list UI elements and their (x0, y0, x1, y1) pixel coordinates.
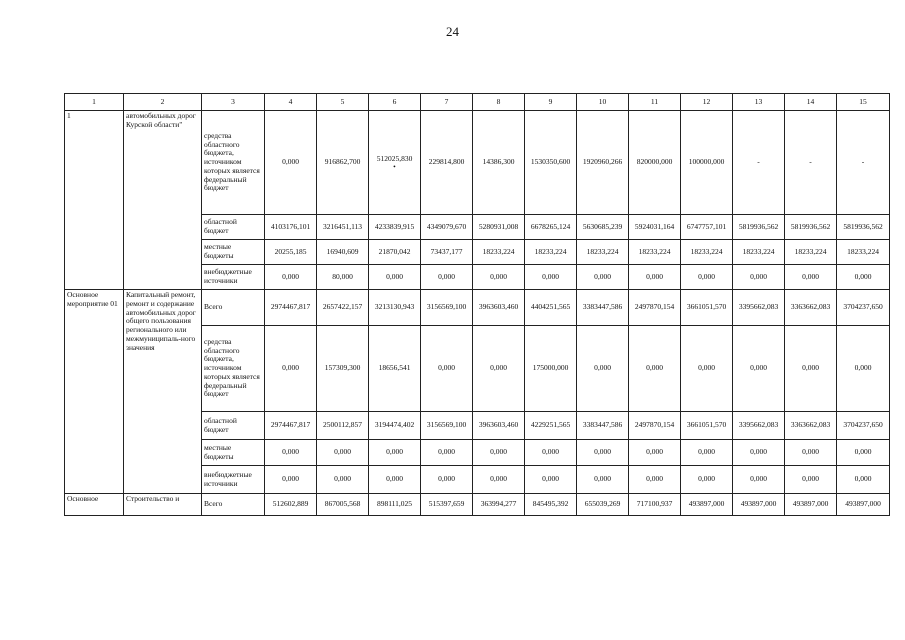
value-cell: 0,000 (577, 466, 629, 494)
column-header: 9 (525, 94, 577, 111)
value-cell: 0,000 (369, 440, 421, 466)
value-cell: 4103176,101 (265, 215, 317, 240)
bullet-mark: • (393, 161, 396, 171)
page-number: 24 (446, 24, 459, 39)
column-header: 13 (733, 94, 785, 111)
value-cell: 0,000 (265, 466, 317, 494)
value-cell: 3704237,650 (837, 412, 890, 440)
value-cell: 512602,889 (265, 494, 317, 516)
value-cell: 3363662,083 (785, 290, 837, 326)
header-row (65, 94, 890, 111)
value-cell: 0,000 (473, 466, 525, 494)
column-header: 5 (317, 94, 369, 111)
value-cell: 3963603,460 (473, 412, 525, 440)
value-cell: 4349079,670 (421, 215, 473, 240)
value-cell: 0,000 (681, 265, 733, 290)
value-cell: 3395662,083 (733, 412, 785, 440)
value-cell: - (837, 111, 890, 215)
value-cell: 0,000 (629, 466, 681, 494)
table-row (65, 290, 890, 326)
value-cell: 898111,025 (369, 494, 421, 516)
value-cell: 3661051,570 (681, 290, 733, 326)
value-cell: 18233,224 (837, 240, 890, 265)
value-cell: 0,000 (733, 466, 785, 494)
value-cell: 0,000 (265, 111, 317, 215)
value-cell: 0,000 (733, 265, 785, 290)
value-cell: 0,000 (473, 440, 525, 466)
value-cell: 0,000 (421, 326, 473, 412)
column-header: 15 (837, 94, 890, 111)
value-cell: - (785, 111, 837, 215)
value-cell: 18656,541 (369, 326, 421, 412)
value-cell: 2657422,157 (317, 290, 369, 326)
funding-source-cell: средства областного бюджета, источником которых является федеральный бюджет (202, 111, 265, 215)
value-cell: 0,000 (473, 326, 525, 412)
value-cell: 0,000 (421, 265, 473, 290)
value-cell: 0,000 (473, 265, 525, 290)
value-cell: 0,000 (785, 466, 837, 494)
column-header: 7 (421, 94, 473, 111)
value-cell: 3383447,586 (577, 290, 629, 326)
value-cell: 157309,300 (317, 326, 369, 412)
value-cell: 0,000 (265, 265, 317, 290)
value-cell: 3194474,402 (369, 412, 421, 440)
value-cell: 845495,392 (525, 494, 577, 516)
value-cell: 820000,000 (629, 111, 681, 215)
value-cell: 4233839,915 (369, 215, 421, 240)
value-cell: 916862,700 (317, 111, 369, 215)
funding-source-cell: местные бюджеты (202, 240, 265, 265)
value-cell: 18233,224 (785, 240, 837, 265)
value-cell: 175000,000 (525, 326, 577, 412)
value-cell: 3216451,113 (317, 215, 369, 240)
value-cell: 0,000 (577, 326, 629, 412)
value-cell: 21870,042 (369, 240, 421, 265)
value-cell: 0,000 (525, 440, 577, 466)
value-cell: 2500112,857 (317, 412, 369, 440)
value-cell: 0,000 (733, 440, 785, 466)
value-cell: 2974467,817 (265, 412, 317, 440)
value-cell: 3963603,460 (473, 290, 525, 326)
value-cell: 0,000 (265, 440, 317, 466)
value-cell: 0,000 (785, 265, 837, 290)
value-cell: 1920960,266 (577, 111, 629, 215)
value-cell: 80,000 (317, 265, 369, 290)
value-cell: 18233,224 (733, 240, 785, 265)
value-cell: 0,000 (577, 265, 629, 290)
funding-source-cell: областной бюджет (202, 215, 265, 240)
value-cell: 5819936,562 (785, 215, 837, 240)
value-cell: 2974467,817 (265, 290, 317, 326)
value-cell: 0,000 (837, 265, 890, 290)
value-cell: 20255,185 (265, 240, 317, 265)
value-cell: 0,000 (785, 440, 837, 466)
measure-name-cell: Строительство и (124, 494, 202, 516)
value-cell: 16940,609 (317, 240, 369, 265)
value-cell: 0,000 (525, 265, 577, 290)
value-cell: 4404251,565 (525, 290, 577, 326)
value-cell: 18233,224 (629, 240, 681, 265)
value-cell: 0,000 (629, 326, 681, 412)
value-cell: 493897,000 (785, 494, 837, 516)
funding-source-cell: местные бюджеты (202, 440, 265, 466)
table-row (65, 111, 890, 215)
column-header: 2 (124, 94, 202, 111)
value-cell: 493897,000 (681, 494, 733, 516)
value-cell: 3213130,943 (369, 290, 421, 326)
value-cell: 655039,269 (577, 494, 629, 516)
value-cell: 0,000 (785, 326, 837, 412)
value-cell: 0,000 (317, 440, 369, 466)
value-cell: 100000,000 (681, 111, 733, 215)
value-cell: 0,000 (681, 326, 733, 412)
value-cell: 73437,177 (421, 240, 473, 265)
budget-table (64, 93, 890, 516)
column-header: 1 (65, 94, 124, 111)
value-cell: 0,000 (629, 265, 681, 290)
value-cell (369, 111, 421, 215)
value-cell: 363994,277 (473, 494, 525, 516)
value-cell: 717100,937 (629, 494, 681, 516)
value-cell: 5819936,562 (733, 215, 785, 240)
value-cell: 2497870,154 (629, 290, 681, 326)
value-cell: 0,000 (681, 466, 733, 494)
cell-value: 512025,830 (376, 154, 413, 164)
value-cell: 5280931,008 (473, 215, 525, 240)
row-number-cell: Основное (65, 494, 124, 516)
column-header: 4 (265, 94, 317, 111)
value-cell: 2497870,154 (629, 412, 681, 440)
value-cell: 0,000 (577, 440, 629, 466)
value-cell: 0,000 (629, 440, 681, 466)
value-cell: 14386,300 (473, 111, 525, 215)
value-cell: 0,000 (317, 466, 369, 494)
value-cell: 0,000 (421, 440, 473, 466)
value-cell: 515397,659 (421, 494, 473, 516)
value-cell: 493897,000 (837, 494, 890, 516)
funding-source-cell: внебюджетные источники (202, 265, 265, 290)
column-header: 14 (785, 94, 837, 111)
funding-source-cell: областной бюджет (202, 412, 265, 440)
value-cell: 0,000 (837, 326, 890, 412)
value-cell: 4229251,565 (525, 412, 577, 440)
funding-source-cell: средства областного бюджета, источником которых является федеральный бюджет (202, 326, 265, 412)
measure-name-cell: автомобильных дорог Курской области" (124, 111, 202, 290)
column-header: 8 (473, 94, 525, 111)
value-cell: 3156569,100 (421, 290, 473, 326)
column-header: 10 (577, 94, 629, 111)
value-cell: 229814,800 (421, 111, 473, 215)
value-cell: 5819936,562 (837, 215, 890, 240)
value-cell: 0,000 (837, 466, 890, 494)
value-cell: 6747757,101 (681, 215, 733, 240)
value-cell: 0,000 (681, 440, 733, 466)
column-header: 6 (369, 94, 421, 111)
value-cell: 18233,224 (681, 240, 733, 265)
value-cell: 18233,224 (525, 240, 577, 265)
value-cell: 0,000 (369, 265, 421, 290)
table-row (65, 494, 890, 516)
value-cell: 3395662,083 (733, 290, 785, 326)
funding-source-cell: Всего (202, 290, 265, 326)
value-cell: 0,000 (733, 326, 785, 412)
value-cell: 5630685,239 (577, 215, 629, 240)
value-cell: 0,000 (265, 326, 317, 412)
value-cell: 0,000 (837, 440, 890, 466)
value-cell: 0,000 (369, 466, 421, 494)
column-header: 3 (202, 94, 265, 111)
column-header: 11 (629, 94, 681, 111)
row-number-cell: 1 (65, 111, 124, 290)
value-cell: 1530350,600 (525, 111, 577, 215)
value-cell: - (733, 111, 785, 215)
value-cell: 3383447,586 (577, 412, 629, 440)
value-cell: 493897,000 (733, 494, 785, 516)
funding-source-cell: внебюджетные источники (202, 466, 265, 494)
funding-source-cell: Всего (202, 494, 265, 516)
column-header: 12 (681, 94, 733, 111)
value-cell: 18233,224 (473, 240, 525, 265)
value-cell: 3704237,650 (837, 290, 890, 326)
row-number-cell: Основное мероприятие 01 (65, 290, 124, 494)
value-cell: 3156569,100 (421, 412, 473, 440)
value-cell: 3363662,083 (785, 412, 837, 440)
value-cell: 867005,568 (317, 494, 369, 516)
value-cell: 0,000 (421, 466, 473, 494)
value-cell: 6678265,124 (525, 215, 577, 240)
value-cell: 3661051,570 (681, 412, 733, 440)
value-cell: 18233,224 (577, 240, 629, 265)
measure-name-cell: Капитальный ремонт, ремонт и содержание автомобильных дорог общего пользования регионального или межмуниципаль-ного значения (124, 290, 202, 494)
value-cell: 5924031,164 (629, 215, 681, 240)
value-cell: 0,000 (525, 466, 577, 494)
